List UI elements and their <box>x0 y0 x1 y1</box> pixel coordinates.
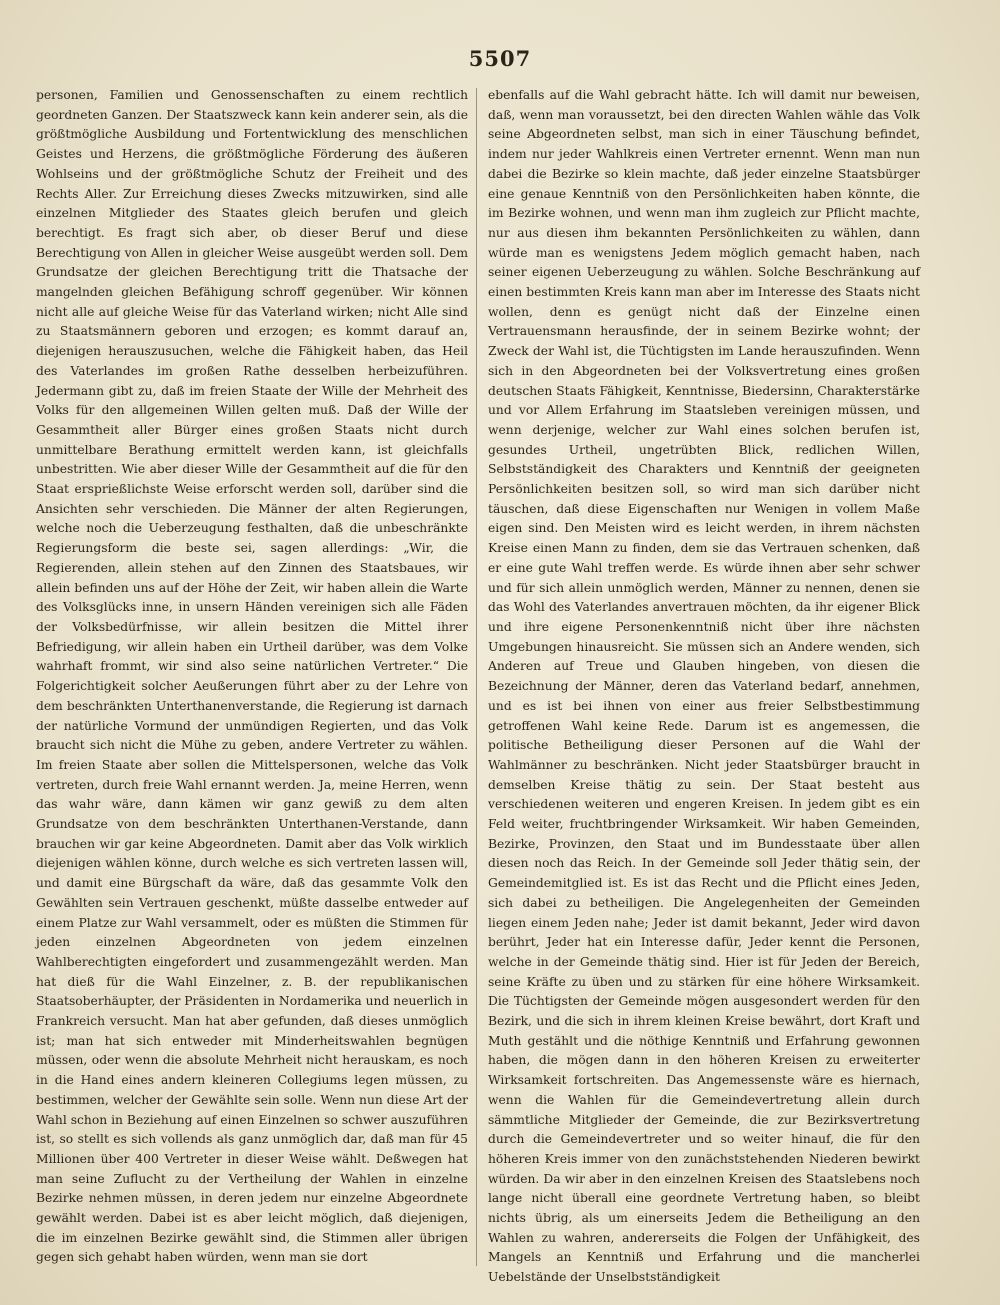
left-column-text: personen, Familien und Genossenschaften zu einem rechtlich geordneten Ganzen. Der Staatszweck kann kein anderer sein, als die größtmögliche Ausbildung und Fortentwicklung des menschlichen Geistes und Herzens, die größtmögliche Förderung des äußeren Wohlseins und der größtmögliche Schutz der Freiheit und des Rechts Aller. Zur Erreichung dieses Zwecks mitzuwirken, sind alle einzelnen Mitglieder des Staates gleich berufen und gleich berechtigt. Es fragt sich aber, ob dieser Beruf und diese Berechtigung von Allen in gleicher Weise ausgeübt werden soll. Dem Grundsatze der gleichen Berechtigung tritt die Thatsache der mangelnden gleichen Befähigung schroff gegenüber. Wir können nicht alle auf gleiche Weise für das Vaterland wirken; nicht Alle sind zu Staatsmännern geboren und erzogen; es kommt darauf an, diejenigen herauszusuchen, welche die Fähigkeit haben, das Heil des Vaterlandes im großen Rathe desselben herbeizuführen. Jedermann gibt zu, daß im freien Staate der Wille der Mehrheit des Volks für den allgemeinen Willen gelten muß. Daß der Wille der Gesammtheit aller Bürger eines großen Staats nicht durch unmittelbare Berathung ermittelt werden kann, ist gleichfalls unbestritten. Wie aber dieser Wille der Gesammtheit auf die für den Staat ersprießlichste Weise erforscht werden soll, darüber sind die Ansichten sehr verschieden. Die Männer der alten Regierungen, welche noch die Ueberzeugung festhalten, daß die unbeschränkte Regierungsform die beste sei, sagen allerdings: „Wir, die Regierenden, allein stehen auf den Zinnen des Staatsbaues, wir allein befinden uns auf der Höhe der Zeit, wir haben allein die Warte des Volksglücks inne, in unsern Händen vereinigen sich alle Fäden der Volksbedürfnisse, wir allein besitzen die Mittel ihrer Befriedigung, wir allein haben ein Urtheil darüber, was dem Volke wahrhaft frommt, wir sind also seine natürlichen Vertreter.“ Die Folgerichtigkeit solcher Aeußerungen führt aber zu der Lehre von dem beschränkten Unterthanenverstande, die Regierung ist darnach der natürliche Vormund der unmündigen Regierten, und das Volk braucht sich nicht die Mühe zu geben, andere Vertreter zu wählen. Im freien Staate aber sollen die Mittelspersonen, welche das Volk vertreten, durch freie Wahl ernannt werden. Ja, meine Herren, wenn das wahr wäre, dann kämen wir ganz gewiß zu dem alten Grundsatze von dem beschränkten Unterthanen-Verstande, dann brauchen wir gar keine Abgeordneten. Damit aber das Volk wirklich diejenigen wählen könne, durch welche es sich vertreten lassen will, und damit eine Bürgschaft da wäre, daß das gesammte Volk den Gewählten sein Vertrauen geschenkt, müßte dasselbe entweder auf einem Platze zur Wahl versammelt, oder es müßten die Stimmen für jeden einzelnen Abgeordneten von jedem einzelnen Wahlberechtigten eingefordert und zusammengezählt werden. Man hat dieß für die Wahl Einzelner, z. B. der republikanischen Staatsoberhäupter, der Präsidenten in Nordamerika und neuerlich in Frankreich versucht. Man hat aber gefunden, daß dieses unmöglich ist; man hat sich entweder mit Minderheitswahlen begnügen müssen, oder wenn die absolute Mehrheit nicht herauskam, es noch in die Hand eines andern kleineren Collegiums legen müssen, zu bestimmen, welcher der Gewählte sein solle. Wenn nun diese Art der Wahl schon in Beziehung auf einen Einzelnen so schwer auszuführen ist, so stellt es sich vollends als ganz unmöglich dar, daß man für 45 Millionen über 400 Vertreter in dieser Weise wählt. Deßwegen hat man seine Zuflucht zu der Vertheilung der Wahlen in einzelne Bezirke nehmen müssen, in deren jedem nur einzelne Abgeordnete gewählt werden. Dabei ist es aber leicht möglich, daß diejenigen, die im einzelnen Bezirke gewählt sind, die Stimmen aller übrigen gegen sich gehabt haben würden, wenn man sie dort <box>36 88 468 1265</box>
right-column <box>488 86 920 1288</box>
right-column-text: ebenfalls auf die Wahl gebracht hätte. Ich will damit nur beweisen, daß, wenn man voraussetzt, bei den directen Wahlen wähle das Volk seine Abgeordneten selbst, man sich in einer Täuschung befindet, indem nur jeder Wahlkreis einen Vertreter ernennt. Wenn man nun dabei die Bezirke so klein machte, daß jeder einzelne Staatsbürger eine genaue Kenntniß von den Persönlichkeiten haben könnte, die im Bezirke wohnen, und wenn man ihm zugleich zur Pflicht machte, nur aus diesen ihm bekannten Persönlichkeiten zu wählen, dann würde man es wenigstens Jedem möglich gemacht haben, nach seiner eigenen Ueberzeugung zu wählen. Solche Beschränkung auf einen bestimmten Kreis kann man aber im Interesse des Staats nicht wollen, denn es genügt nicht daß der Einzelne einen Vertrauensmann herausfinde, der in seinem Bezirke wohnt; der Zweck der Wahl ist, die Tüchtigsten im Lande herauszufinden. Wenn sich in den Abgeordneten bei der Volksvertretung eines großen deutschen Staats Fähigkeit, Kenntnisse, Biedersinn, Charakterstärke und vor Allem Erfahrung im Staatsleben vereinigen müssen, und wenn derjenige, welcher zur Wahl eines solchen berufen ist, gesundes Urtheil, ungetrübten Blick, redlichen Willen, Selbstständigkeit des Charakters und Kenntniß der geeigneten Persönlichkeiten besitzen soll, so wird man sich darüber nicht täuschen, daß diese Eigenschaften nur Wenigen in vollem Maße eigen sind. Den Meisten wird es leicht werden, in ihrem nächsten Kreise einen Mann zu finden, dem sie das Vertrauen schenken, daß er eine gute Wahl treffen werde. Es würde ihnen aber sehr schwer und für sich allein unmöglich werden, Männer zu nennen, denen sie das Wohl des Vaterlandes anvertrauen möchten, da ihr eigener Blick und ihre eigene Personenkenntniß nicht über ihre nächsten Umgebungen hinausreicht. Sie müssen sich an Andere wenden, sich Anderen auf Treue und Glauben hingeben, von diesen die Bezeichnung der Männer, deren das Vaterland bedarf, annehmen, und es ist bei ihnen von einer aus freier Selbstbestimmung getroffenen Wahl keine Rede. Darum ist es angemessen, die politische Betheiligung dieser Personen auf die Wahl der Wahlmänner zu beschränken. Nicht jeder Staatsbürger braucht in demselben Kreise thätig zu sein. Der Staat besteht aus verschiedenen weiteren und engeren Kreisen. In jedem gibt es ein Feld weiter, fruchtbringender Wirksamkeit. Wir haben Gemeinden, Bezirke, Provinzen, den Staat und im Bundesstaate über allen diesen noch das Reich. In der Gemeinde soll Jeder thätig sein, der Gemeindemitglied ist. Es ist das Recht und die Pflicht eines Jeden, sich dabei zu betheiligen. Die Angelegenheiten der Gemeinden liegen einem Jeden nahe; Jeder ist damit bekannt, Jeder wird davon berührt, Jeder hat ein Interesse dafür, Jeder kennt die Personen, welche in der Gemeinde thätig sind. Hier ist für Jeden der Bereich, seine Kräfte zu üben und zu stärken für eine höhere Wirksamkeit. Die Tüchtigsten der Gemeinde mögen ausgesondert werden für den Bezirk, und die sich in ihrem kleinen Kreise bewährt, dort Kraft und Muth gestählt und die nöthige Kenntniß und Erfahrung gewonnen haben, die mögen dann in den höheren Kreisen zu erweiterter Wirksamkeit fortschreiten. Das Angemessenste wäre es hiernach, wenn die Wahlen für die Gemeindevertretung allein durch sämmtliche Mitglieder der Gemeinde, die zur Bezirksvertretung durch die Gemeindevertreter und so weiter hinauf, die für den höheren Kreis immer von den zunächststehenden Niederen bewirkt würden. Da wir aber in den einzelnen Kreisen des Staatslebens noch lange nicht überall eine geordnete Vertretung haben, so bleibt nichts übrig, als um einerseits Jedem die Betheiligung an den Wahlen zu wahren, andererseits die Folgen der Unfähigkeit, des Mangels an Kenntniß und Erfahrung und die mancherlei Uebelstände der Unselbstständigkeit <box>488 88 920 1285</box>
page-number: 5507 <box>468 46 532 71</box>
left-column <box>36 86 468 1268</box>
column-divider <box>476 88 477 1266</box>
